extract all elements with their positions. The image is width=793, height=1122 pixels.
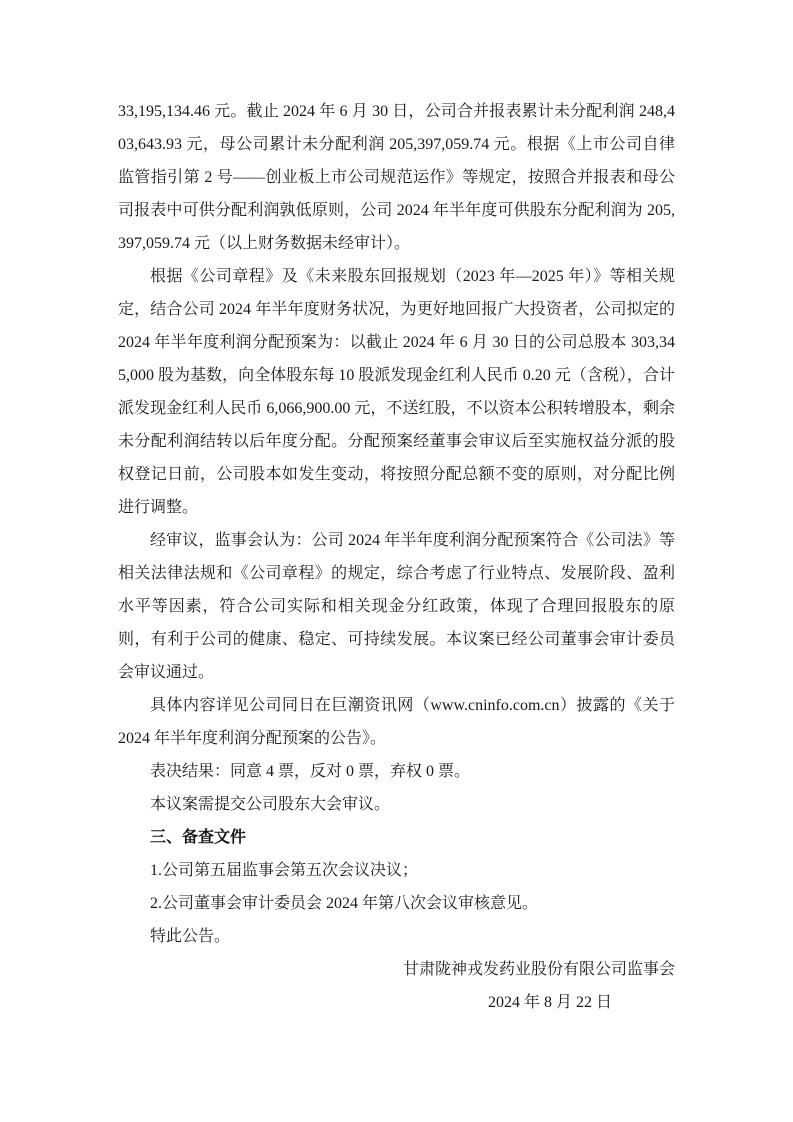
body-paragraph-shareholder-meeting: 本议案需提交公司股东大会审议。	[150, 796, 391, 813]
reference-document-item-1: 1.公司第五届监事会第五次会议决议；	[150, 862, 419, 879]
reference-document-item-2: 2.公司董事会审计委员会 2024 年第八次会议审核意见。	[150, 895, 539, 912]
signature-date: 2024 年 8 月 22 日	[487, 994, 612, 1011]
body-paragraph-distribution-plan: 根据《公司章程》及《未来股东回报规划（2023 年—2025 年）》等相关规定，结合公司 2024 年半年度财务状况，为更好地回报广大投资者，公司拟定的 2024 年半年度利润分配预案为：以截止 2024 年 6 月 30 日的公司总股本 303,345,000 股为基数，向全体股东每 10 股派发现金红利人民币 0.20 元（含税），合计派发现金红利人民币 6,066,900.00 元，不送红股，不以资本公积转增股本，剩余未分配利润结转以后年度分配。分配预案经董事会审议后至实施权益分派的股权登记日前，公司股本如发生变动，将按照分配总额不变的原则，对分配比例进行调整。	[118, 268, 675, 516]
signature-company-name: 甘肃陇神戎发药业股份有限公司监事会	[402, 961, 675, 978]
closing-remark: 特此公告。	[150, 928, 231, 945]
body-paragraph-continued: 33,195,134.46 元。截止 2024 年 6 月 30 日，公司合并报表累计未分配利润 248,403,643.93 元，母公司累计未分配利润 205,397,059.74 元。根据《上市公司自律监管指引第 2 号——创业板上市公司规范运作》等规定，按照合并报表和母公司报表中可供分配利润孰低原则，公司 2024 年半年度可供股东分配利润为 205,397,059.74 元（以上财务数据未经审计）。	[118, 103, 675, 252]
body-paragraph-supervisory-opinion: 经审议，监事会认为：公司 2024 年半年度利润分配预案符合《公司法》等相关法律法规和《公司章程》的规定，综合考虑了行业特点、发展阶段、盈利水平等因素，符合公司实际和相关现金分红政策，体现了合理回报股东的原则，有利于公司的健康、稳定、可持续发展。本议案已经公司董事会审计委员会审议通过。	[118, 532, 675, 681]
section-heading-reference-documents: 三、备查文件	[150, 829, 247, 846]
body-paragraph-disclosure-reference: 具体内容详见公司同日在巨潮资讯网（www.cninfo.com.cn）披露的《关于 2024 年半年度利润分配预案的公告》。	[118, 697, 675, 747]
body-paragraph-voting-result: 表决结果：同意 4 票，反对 0 票，弃权 0 票。	[150, 763, 471, 780]
